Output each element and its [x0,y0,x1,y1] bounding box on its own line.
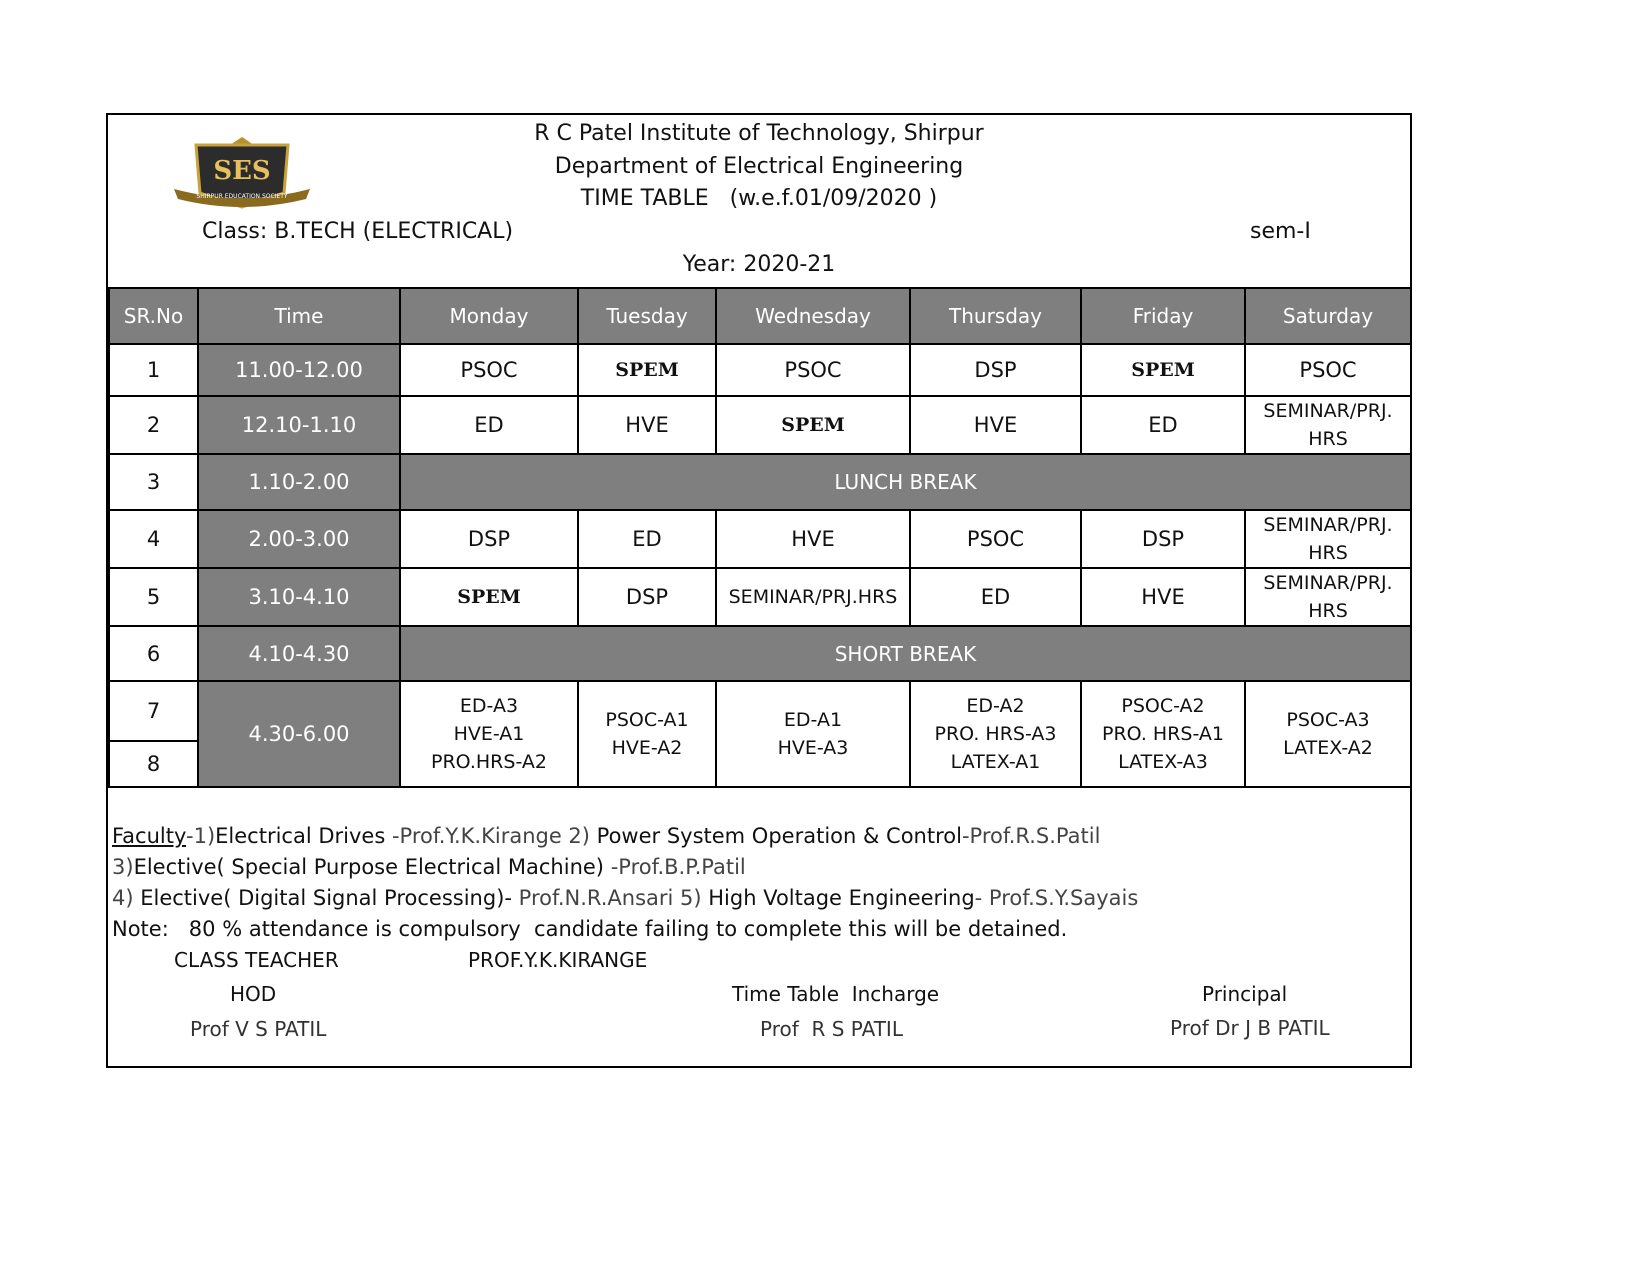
faculty-line-1 [112,822,1100,850]
time-cell: 4.30-6.00 [198,681,400,787]
lab-batch: ED-A2 [966,695,1025,717]
lab-batch: ED-A1 [783,709,843,731]
table-row [109,344,1411,396]
subject-cell: HVE [910,396,1081,454]
subject-cell: ED [910,568,1081,626]
lab-cell [910,681,1081,787]
time-cell: 4.10-4.30 [198,626,400,681]
class-label: Class: B.TECH (ELECTRICAL) [202,219,514,244]
subject-cell: ED [1081,396,1245,454]
lab-batch: PSOC-A2 [1121,695,1205,717]
class-teacher-label: CLASS TEACHER [174,948,339,972]
hod-label: HOD [230,982,277,1006]
time-cell: 11.00-12.00 [198,344,400,396]
lab-batch: PRO.HRS-A2 [431,751,547,773]
lab-cell [1245,681,1411,787]
time-cell: 3.10-4.10 [198,568,400,626]
hod-name: Prof V S PATIL [190,1017,327,1041]
table-row [109,454,1411,510]
table-row [109,568,1411,626]
department-name: Department of Electrical Engineering [554,154,964,179]
timetable-incharge-label: Time Table Incharge [732,982,940,1006]
faculty-text: -Prof.R.S.Patil [961,824,1101,848]
subject-cell: HVE [578,396,716,454]
col-header: SR.No [109,288,198,344]
timetable-sheet [106,113,1412,1068]
timetable-incharge-name: Prof R S PATIL [760,1017,903,1041]
lab-batch: HVE-A2 [611,737,683,759]
time-cell: 12.10-1.10 [198,396,400,454]
subject-cell: HVE [1081,568,1245,626]
academic-year: Year: 2020-21 [682,252,836,277]
subject-cell: SPEM [578,344,716,396]
lab-batch: LATEX-A1 [950,751,1041,773]
table-row [109,510,1411,568]
subject-cell: PSOC [910,510,1081,568]
time-cell: 1.10-2.00 [198,454,400,510]
subject-cell: SPEM [1081,344,1245,396]
subject-cell: ED [400,396,578,454]
faculty-subject: Elective( Digital Signal Processing)- [140,886,512,910]
faculty-subject: Power System Operation & Control [596,824,962,848]
col-header: Tuesday [578,288,716,344]
lab-batch: LATEX-A3 [1118,751,1208,773]
subject-cell: PSOC [400,344,578,396]
col-header: Thursday [910,288,1081,344]
subject-cell: ED [578,510,716,568]
institute-name: R C Patel Institute of Technology, Shirpur [534,121,984,146]
header-row [109,288,1411,344]
sr-cell: 2 [109,396,198,454]
short-break-cell: SHORT BREAK [400,626,1411,681]
sr-cell: 4 [109,510,198,568]
subject-cell: HVE [716,510,910,568]
lab-batch: PRO. HRS-A3 [934,723,1057,745]
subject-cell: SPEM [716,396,910,454]
timetable-title: TIME TABLE (w.e.f.01/09/2020 ) [580,186,938,211]
col-header: Monday [400,288,578,344]
semester-label: sem-I [1250,219,1311,244]
time-cell: 2.00-3.00 [198,510,400,568]
principal-name: Prof Dr J B PATIL [1170,1016,1330,1040]
lab-batch: LATEX-A2 [1283,737,1373,759]
col-header: Friday [1081,288,1245,344]
faculty-label: Faculty [112,824,187,848]
subject-cell: SEMINAR/PRJ. HRS [1245,510,1411,568]
sr-cell: 7 [109,681,198,741]
faculty-subject: Electrical Drives [215,824,386,848]
lab-batch: HVE-A3 [777,737,849,759]
subject-cell: PSOC [1245,344,1411,396]
lab-cell [578,681,716,787]
lunch-break-cell: LUNCH BREAK [400,454,1411,510]
lab-batch: PSOC-A3 [1286,709,1370,731]
principal-label: Principal [1202,982,1288,1006]
lab-batch: PRO. HRS-A1 [1102,723,1224,745]
lab-batch: ED-A3 [459,695,519,717]
faculty-text: -1) [186,824,216,848]
timetable-grid [108,287,1412,788]
class-teacher-name: PROF.Y.K.KIRANGE [468,948,648,972]
table-row [109,396,1411,454]
logo-ribbon: SHIRPUR EDUCATION SOCIETY [196,193,288,200]
faculty-text: -Prof.Y.K.Kirange 2) [385,824,597,848]
attendance-note: Note: 80 % attendance is compulsory candidate failing to complete this will be detained. [112,917,1068,941]
subject-cell: DSP [400,510,578,568]
subject-cell: DSP [910,344,1081,396]
faculty-line-2 [112,853,746,881]
lab-cell [400,681,578,787]
lab-batch: PSOC-A1 [605,709,689,731]
subject-cell: PSOC [716,344,910,396]
sr-cell: 6 [109,626,198,681]
lab-cell [1081,681,1245,787]
faculty-text: 3) [112,855,134,879]
subject-cell: SPEM [400,568,578,626]
table-row [109,626,1411,681]
faculty-text: 4) [112,886,141,910]
subject-cell: SEMINAR/PRJ. HRS [1245,396,1411,454]
lab-cell [716,681,910,787]
faculty-subject: Elective( Special Purpose Electrical Machine) [133,855,605,879]
col-header: Saturday [1245,288,1411,344]
lab-batch: HVE-A1 [453,723,525,745]
col-header: Wednesday [716,288,910,344]
subject-cell: SEMINAR/PRJ. HRS [1245,568,1411,626]
logo-text: SES [213,156,271,186]
subject-cell: SEMINAR/PRJ.HRS [716,568,910,626]
faculty-text: -Prof.B.P.Patil [604,855,746,879]
subject-cell: DSP [578,568,716,626]
sr-cell: 3 [109,454,198,510]
sr-cell: 5 [109,568,198,626]
col-header: Time [198,288,400,344]
faculty-subject: High Voltage Engineering [708,886,975,910]
faculty-line-3 [112,884,1138,912]
sr-cell: 8 [109,741,198,787]
sr-cell: 1 [109,344,198,396]
faculty-text: Prof.N.R.Ansari 5) [511,886,709,910]
faculty-text: - Prof.S.Y.Sayais [974,886,1139,910]
subject-cell: DSP [1081,510,1245,568]
table-row [109,681,1411,741]
